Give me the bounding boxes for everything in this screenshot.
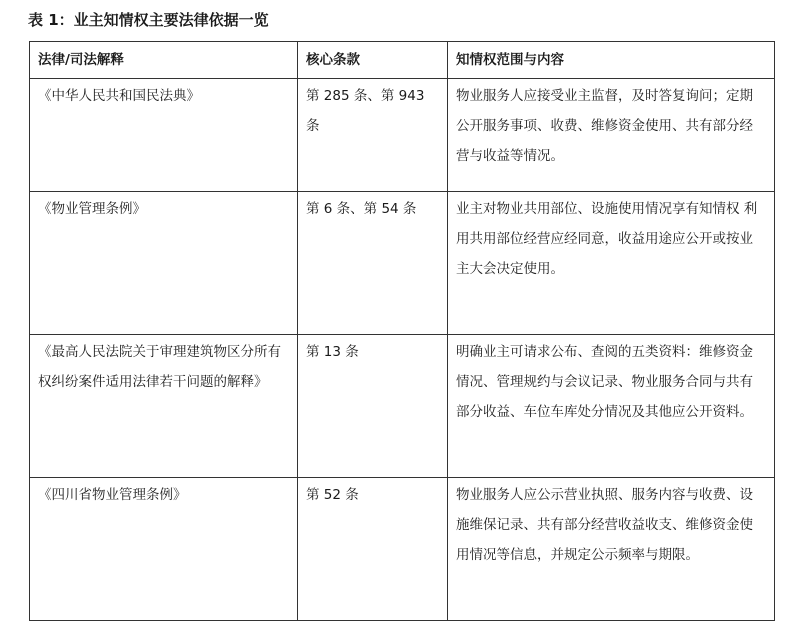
header-clause: 核心条款 [298, 42, 448, 79]
cell-content: 物业服务人应公示营业执照、服务内容与收费、设施维保记录、共有部分经营收益收支、维修资金使用情况等信息，并规定公示频率与期限。 [448, 478, 775, 621]
cell-content: 物业服务人应接受业主监督，及时答复询问；定期公开服务事项、收费、维修资金使用、共有部分经营与收益等情况。 [448, 79, 775, 192]
cell-clause: 第 13 条 [298, 335, 448, 478]
table-row [30, 478, 775, 621]
cell-law: 《四川省物业管理条例》 [30, 478, 298, 621]
legal-basis-table [29, 41, 775, 621]
table-row [30, 335, 775, 478]
table-row [30, 192, 775, 335]
cell-clause: 第 52 条 [298, 478, 448, 621]
table-row [30, 79, 775, 192]
cell-clause: 第 285 条、第 943 条 [298, 79, 448, 192]
cell-law: 《物业管理条例》 [30, 192, 298, 335]
table-header-row [30, 42, 775, 79]
cell-clause: 第 6 条、第 54 条 [298, 192, 448, 335]
header-law: 法律/司法解释 [30, 42, 298, 79]
cell-law: 《最高人民法院关于审理建筑物区分所有权纠纷案件适用法律若干问题的解释》 [30, 335, 298, 478]
table-caption: 表 1：业主知情权主要法律依据一览 [28, 11, 269, 29]
cell-law: 《中华人民共和国民法典》 [30, 79, 298, 192]
cell-content: 明确业主可请求公布、查阅的五类资料：维修资金情况、管理规约与会议记录、物业服务合同与共有部分收益、车位车库处分情况及其他应公开资料。 [448, 335, 775, 478]
cell-content: 业主对物业共用部位、设施使用情况享有知情权 利用共用部位经营应经同意，收益用途应公开或按业主大会决定使用。 [448, 192, 775, 335]
header-content: 知情权范围与内容 [448, 42, 775, 79]
